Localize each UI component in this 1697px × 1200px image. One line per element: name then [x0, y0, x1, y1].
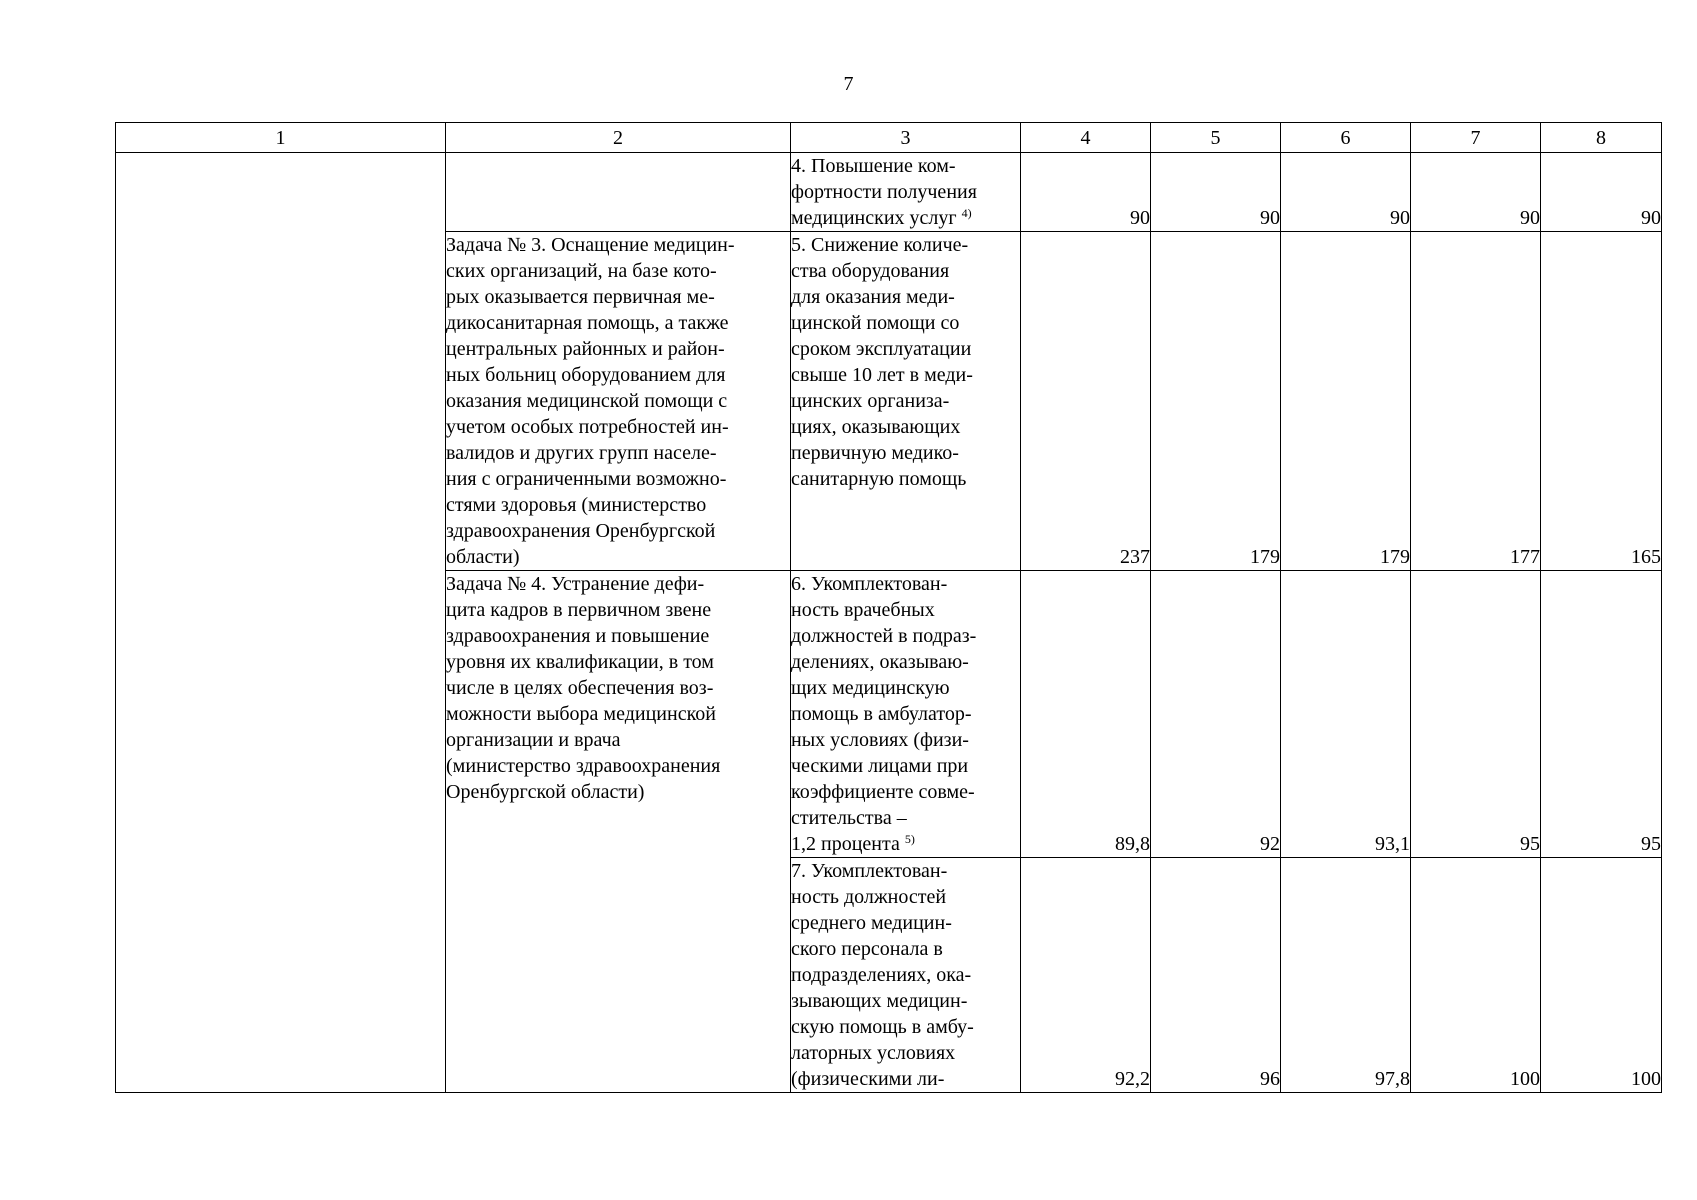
task-cell: Задача № 3. Оснащение медицин- ских организаций, на базе кото- рых оказывается первичная ме- дикосанитарная помощь, а также центральных районных и район- ных больниц оборудованием для оказания медицинской помощи с учетом особых потребностей ин- валидов и других групп населе- ния с ограниченными возможно- стями здоровья (министерство здравоохранения Оренбургской области) — [446, 232, 791, 571]
value-cell: 92 — [1151, 571, 1281, 858]
value-cell: 90 — [1281, 153, 1411, 232]
value-cell: 93,1 — [1281, 571, 1411, 858]
table-row — [116, 153, 1662, 232]
value-cell: 90 — [1021, 153, 1151, 232]
value-cell: 95 — [1541, 571, 1662, 858]
indicator-cell — [791, 153, 1021, 232]
value-cell: 165 — [1541, 232, 1662, 571]
indicator-text: 4. Повышение ком- фортности получения медицинских услуг — [791, 155, 977, 229]
col1-empty-cell — [116, 153, 446, 1093]
value-cell: 237 — [1021, 232, 1151, 571]
footnote-ref: 4) — [961, 206, 972, 220]
value-cell: 97,8 — [1281, 858, 1411, 1093]
value-cell: 177 — [1411, 232, 1541, 571]
value-cell: 179 — [1151, 232, 1281, 571]
page-number: 7 — [843, 73, 854, 95]
header-col-2: 2 — [446, 123, 791, 153]
indicator-text: 6. Укомплектован- ность врачебных должностей в подраз- делениях, оказываю- щих медицинскую помощь в амбулатор- ных условиях (физи- ческими лицами при коэффициенте совме- стительства – 1,2 процента — [791, 573, 977, 855]
value-cell: 96 — [1151, 858, 1281, 1093]
indicator-cell — [791, 571, 1021, 858]
header-col-6: 6 — [1281, 123, 1411, 153]
indicator-cell: 5. Снижение количе- ства оборудования для оказания меди- цинской помощи со сроком эксплуатации свыше 10 лет в меди- цинских организа- циях, оказывающих первичную медико- санитарную помощь — [791, 232, 1021, 571]
header-col-4: 4 — [1021, 123, 1151, 153]
value-cell: 100 — [1541, 858, 1662, 1093]
footnote-ref: 5) — [904, 832, 915, 846]
header-row — [116, 123, 1662, 153]
value-cell: 95 — [1411, 571, 1541, 858]
value-cell: 92,2 — [1021, 858, 1151, 1093]
value-cell: 89,8 — [1021, 571, 1151, 858]
value-cell: 90 — [1151, 153, 1281, 232]
header-col-3: 3 — [791, 123, 1021, 153]
value-cell: 90 — [1541, 153, 1662, 232]
value-cell: 90 — [1411, 153, 1541, 232]
value-cell: 179 — [1281, 232, 1411, 571]
indicator-cell: 7. Укомплектован- ность должностей среднего медицин- ского персонала в подразделениях, ока- зывающих медицин- скую помощь в амбу- латорных условиях (физическими ли- — [791, 858, 1021, 1093]
header-col-1: 1 — [116, 123, 446, 153]
indicators-table — [115, 122, 1662, 1093]
header-col-7: 7 — [1411, 123, 1541, 153]
value-cell: 100 — [1411, 858, 1541, 1093]
header-col-8: 8 — [1541, 123, 1662, 153]
task-cell-empty — [446, 153, 791, 232]
task-cell: Задача № 4. Устранение дефи- цита кадров в первичном звене здравоохранения и повышение уровня их квалификации, в том числе в целях обеспечения воз- можности выбора медицинской организации и врача (министерство здравоохранения Оренбургской области) — [446, 571, 791, 1093]
header-col-5: 5 — [1151, 123, 1281, 153]
